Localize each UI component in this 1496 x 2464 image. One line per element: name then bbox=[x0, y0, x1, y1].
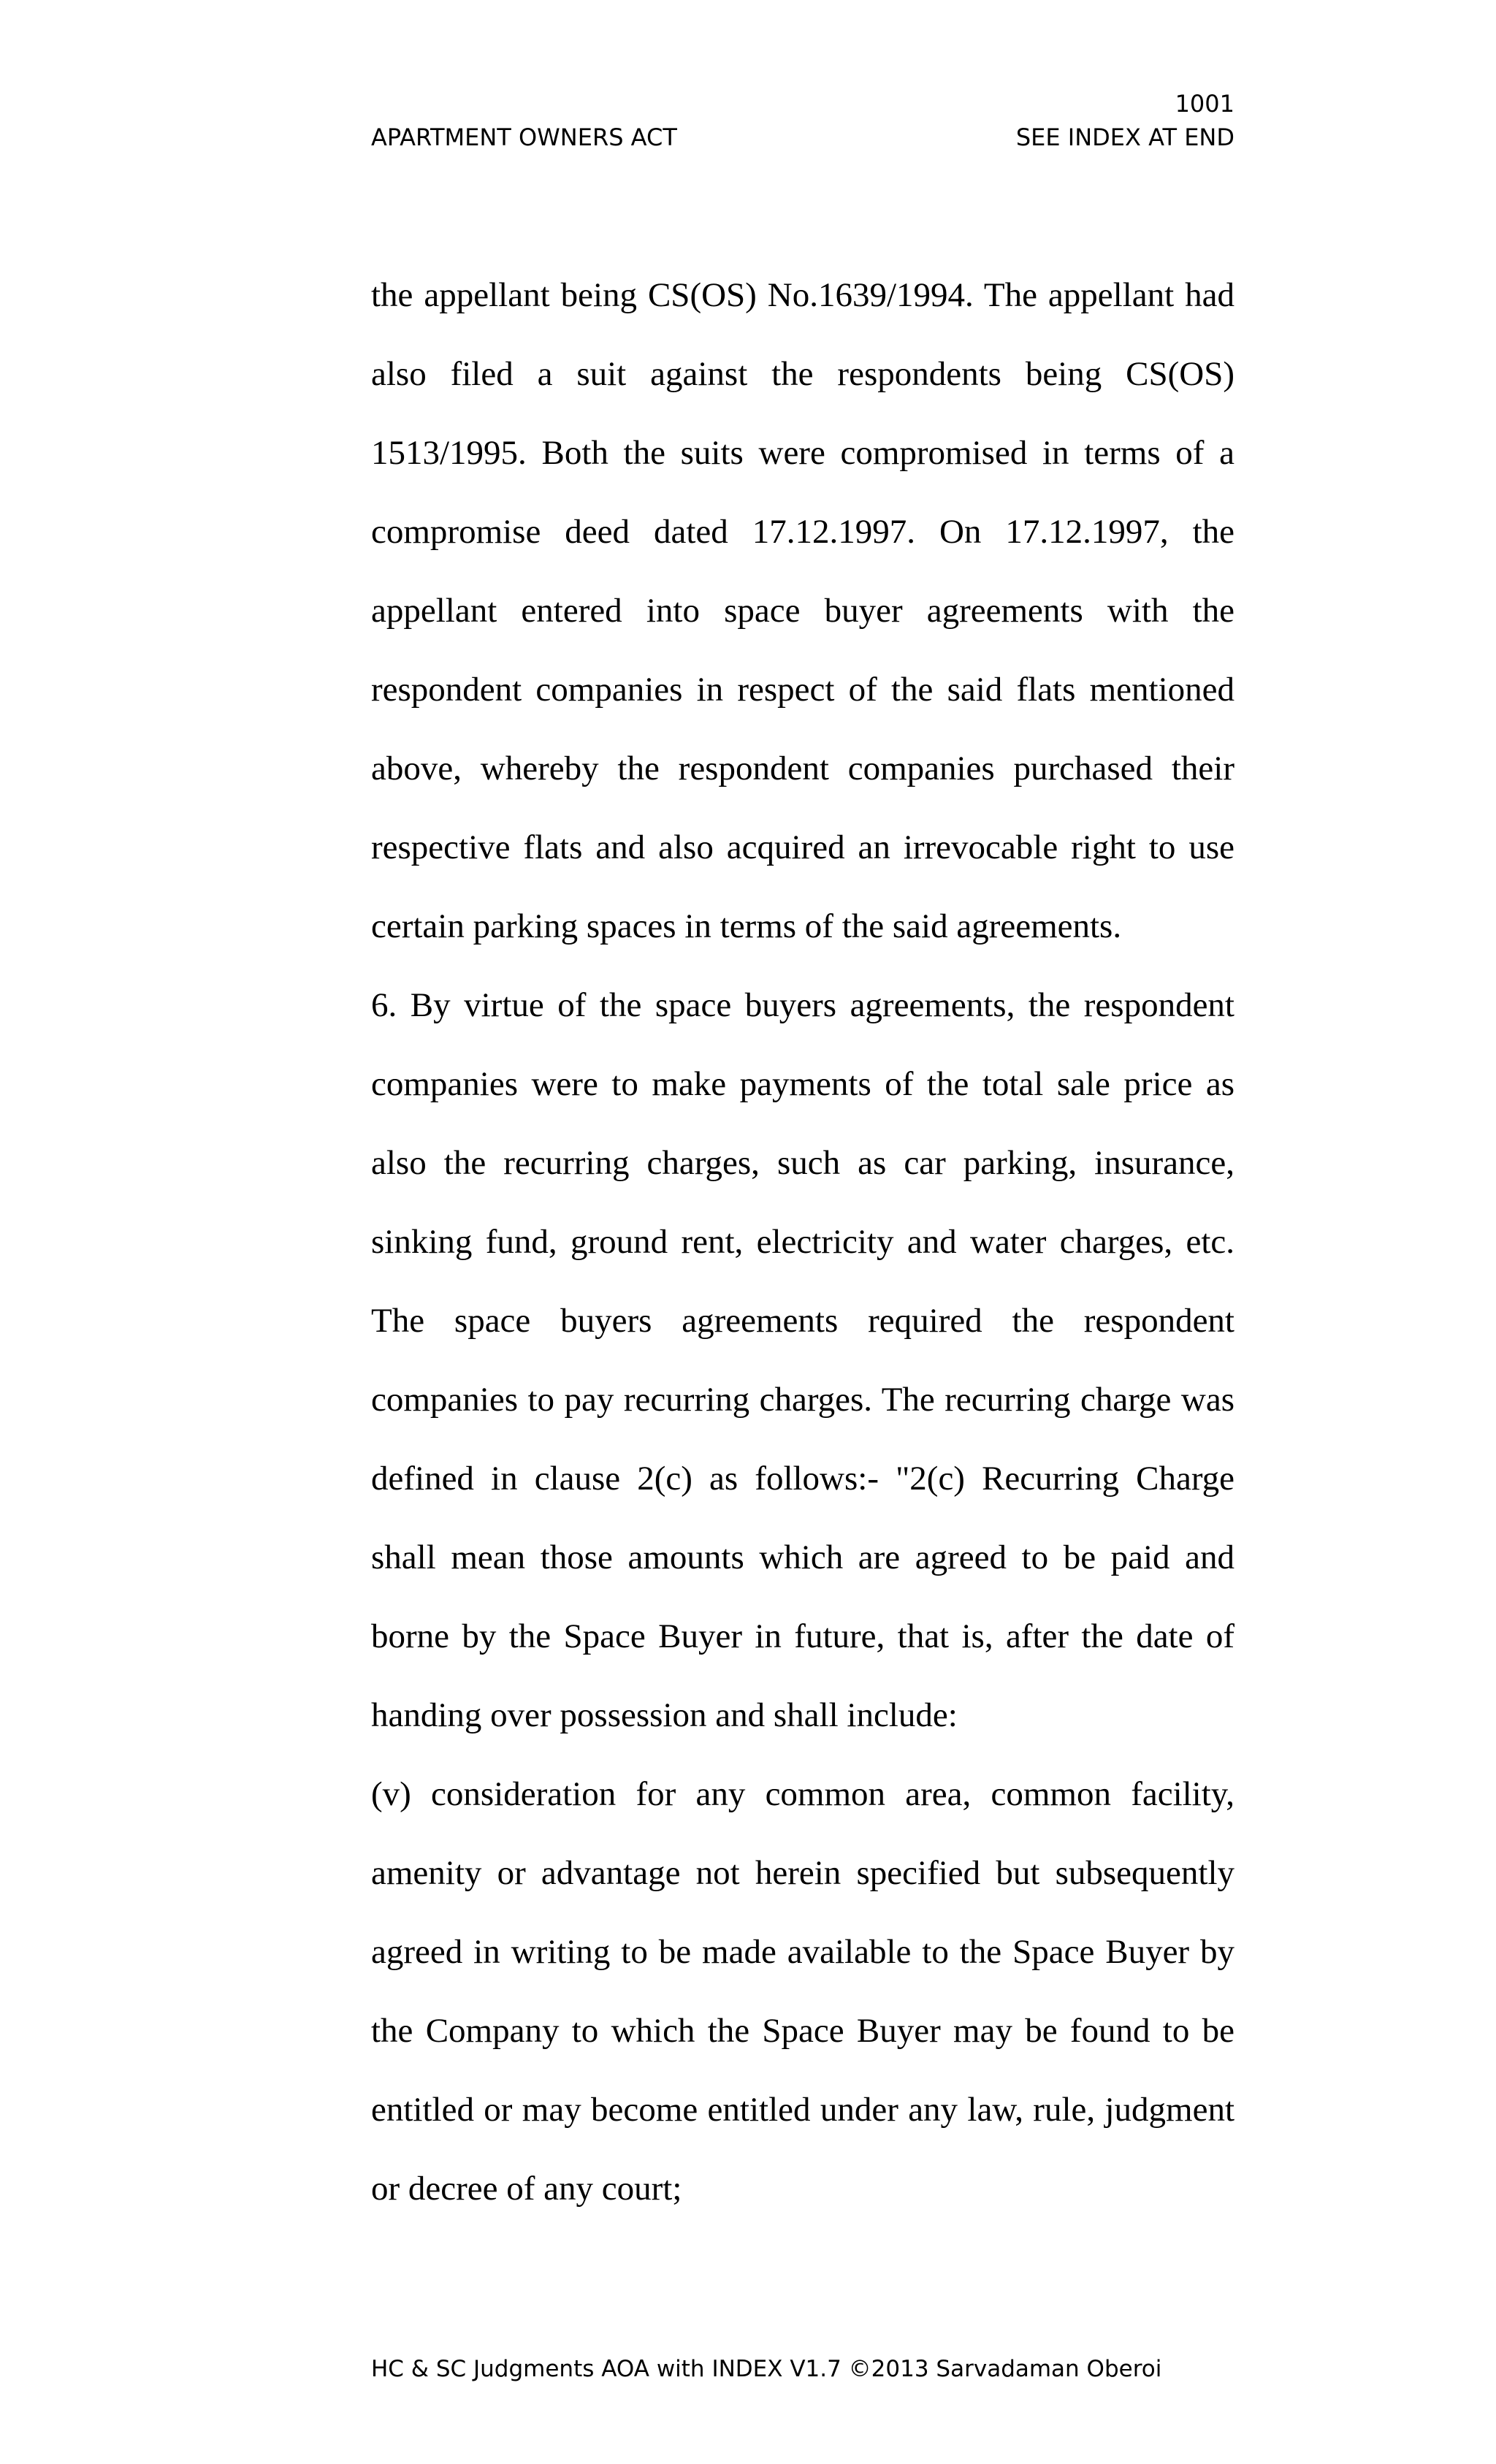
index-note: SEE INDEX AT END bbox=[1015, 123, 1234, 151]
running-title: APARTMENT OWNERS ACT bbox=[371, 123, 677, 151]
document-body bbox=[371, 256, 1234, 2228]
page-number: 1001 bbox=[1175, 90, 1234, 118]
page-footer: HC & SC Judgments AOA with INDEX V1.7 ©2013 Sarvadaman Oberoi bbox=[371, 2356, 1162, 2382]
paragraph-clause-v: (v) consideration for any common area, common facility, amenity or advantage not herein specified but subsequently agreed in writing to be made available to the Space Buyer by the Company to which the Space Buyer may be found to be entitled or may become entitled under any law, rule, judgment or decree of any court; bbox=[371, 1775, 1234, 2208]
paragraph-6: 6. By virtue of the space buyers agreements, the respondent companies were to make payments of the total sale price as also the recurring charges, such as car parking, insurance, sinking fund, ground rent, electricity and water charges, etc. The space buyers agreements required the respondent companies to pay recurring charges. The recurring charge was defined in clause 2(c) as follows:- "2(c) Recurring Charge shall mean those amounts which are agreed to be paid and borne by the Space Buyer in future, that is, after the date of handing over possession and shall include: bbox=[371, 986, 1234, 1734]
paragraph-continuation: the appellant being CS(OS) No.1639/1994. The appellant had also filed a suit against the respondents being CS(OS) 1513/1995. Both the suits were compromised in terms of a compromise deed dated 17.12.1997. On 17.12.1997, the appellant entered into space buyer agreements with the respondent companies in respect of the said flats mentioned above, whereby the respondent companies purchased their respective flats and also acquired an irrevocable right to use certain parking spaces in terms of the said agreements. bbox=[371, 276, 1234, 945]
